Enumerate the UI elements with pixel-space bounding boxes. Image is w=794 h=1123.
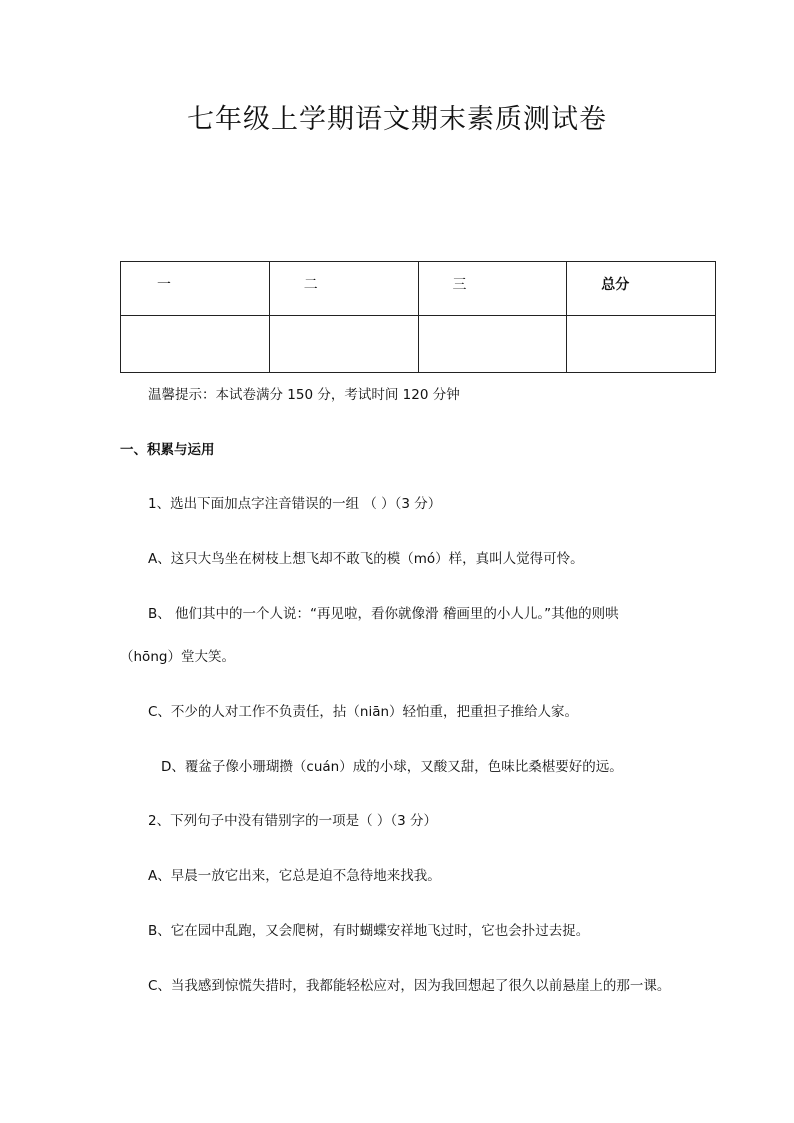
question-1-option-b-line-2: （hōng）堂大笑。: [120, 649, 235, 665]
question-1-option-b-line-1: B、 他们其中的一个人说：“再见啦，看你就像滑 稽画里的小人儿。”其他的则哄: [148, 606, 619, 622]
score-cell-part-2: [269, 316, 418, 373]
question-2-stem: 2、下列句子中没有错别字的一项是（ ）（3 分）: [148, 813, 438, 829]
score-header-part-3: 三: [418, 262, 567, 316]
page-title: 七年级上学期语文期末素质测试卷: [187, 104, 607, 135]
question-2-option-b: B、它在园中乱跑，又会爬树，有时蝴蝶安祥地飞过时，它也会扑过去捉。: [148, 923, 590, 939]
question-1-option-a: A、这只大鸟坐在树枝上想飞却不敢飞的模（mó）样，真叫人觉得可怜。: [148, 551, 584, 567]
section-heading: 一、积累与运用: [120, 442, 215, 458]
score-cell-part-3: [418, 316, 567, 373]
exam-hint: 温馨提示：本试卷满分 150 分，考试时间 120 分钟: [148, 387, 460, 403]
question-1-option-d: D、覆盆子像小珊瑚攒（cuán）成的小球，又酸又甜，色味比桑椹要好的远。: [161, 759, 623, 775]
score-table: [120, 261, 716, 373]
question-2-option-c: C、当我感到惊慌失措时，我都能轻松应对，因为我回想起了很久以前悬崖上的那一课。: [148, 978, 671, 994]
score-cell-part-1: [121, 316, 270, 373]
question-2-option-a: A、早晨一放它出来，它总是迫不急待地来找我。: [148, 868, 441, 884]
score-cell-total: [567, 316, 716, 373]
score-header-total: 总分: [567, 262, 716, 316]
question-1-option-c: C、不少的人对工作不负责任，拈（niān）轻怕重，把重担子推给人家。: [148, 704, 579, 720]
score-table-header-row: [121, 262, 716, 316]
question-1-stem: 1、选出下面加点字注音错误的一组 （ ）（3 分）: [148, 496, 442, 512]
score-header-part-1: 一: [121, 262, 270, 316]
score-table-blank-row: [121, 316, 716, 373]
score-header-part-2: 二: [269, 262, 418, 316]
